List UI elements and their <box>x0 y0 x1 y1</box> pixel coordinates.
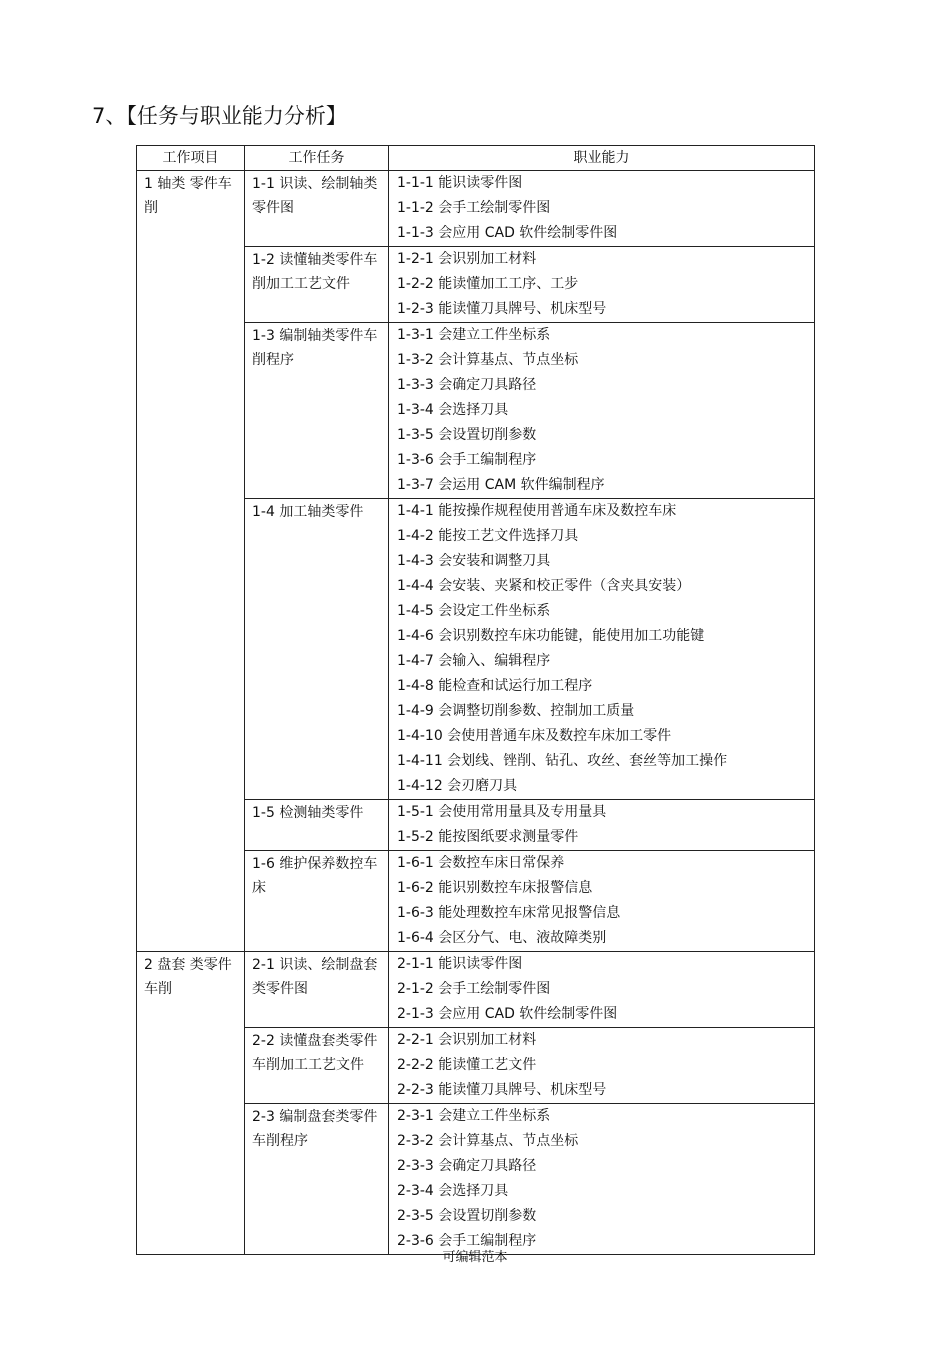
ability-item: 2-1-3 会应用 CAD 软件绘制零件图 <box>397 1006 618 1022</box>
work-task-cell <box>245 247 389 323</box>
table-row <box>137 952 815 1028</box>
table-row <box>137 171 815 247</box>
header-work-task: 工作任务 <box>245 146 389 171</box>
work-project-cell <box>137 952 245 1255</box>
ability-item: 2-3-1 会建立工件坐标系 <box>397 1108 551 1124</box>
ability-cell <box>389 499 815 800</box>
work-project-name: 1 轴类 零件车削 <box>144 176 232 216</box>
ability-item: 1-4-10 会使用普通车床及数控车床加工零件 <box>397 728 672 744</box>
work-task-cell <box>245 952 389 1028</box>
table-header-row <box>137 146 815 171</box>
ability-item: 1-3-4 会选择刀具 <box>397 402 509 418</box>
ability-list <box>389 323 814 498</box>
section-heading: 7、【任务与职业能力分析】 <box>92 104 347 128</box>
ability-item: 2-2-1 会识别加工材料 <box>397 1032 537 1048</box>
ability-item: 1-5-1 会使用常用量具及专用量具 <box>397 804 607 820</box>
ability-cell <box>389 323 815 499</box>
ability-list <box>389 247 814 322</box>
work-task-name: 1-1 识读、绘制轴类零件图 <box>252 176 378 216</box>
ability-item: 1-4-1 能按操作规程使用普通车床及数控车床 <box>397 503 677 519</box>
ability-item: 1-4-3 会安装和调整刀具 <box>397 553 551 569</box>
work-task-name: 1-3 编制轴类零件车削程序 <box>252 328 378 368</box>
ability-item: 1-4-2 能按工艺文件选择刀具 <box>397 528 579 544</box>
ability-item: 1-6-3 能处理数控车床常见报警信息 <box>397 905 621 921</box>
work-task-name: 1-6 维护保养数控车床 <box>252 856 378 896</box>
ability-item: 1-4-9 会调整切削参数、控制加工质量 <box>397 703 635 719</box>
work-task-cell <box>245 851 389 952</box>
work-task-name: 2-2 读懂盘套类零件车削加工工艺文件 <box>252 1033 378 1073</box>
ability-list <box>389 1028 814 1103</box>
ability-cell <box>389 851 815 952</box>
header-work-project: 工作项目 <box>137 146 245 171</box>
ability-item: 1-5-2 能按图纸要求测量零件 <box>397 829 579 845</box>
ability-item: 1-1-3 会应用 CAD 软件绘制零件图 <box>397 225 618 241</box>
ability-item: 1-3-1 会建立工件坐标系 <box>397 327 551 343</box>
work-task-cell <box>245 499 389 800</box>
ability-item: 1-4-11 会划线、锉削、钻孔、攻丝、套丝等加工操作 <box>397 753 728 769</box>
ability-item: 2-2-3 能读懂刀具牌号、机床型号 <box>397 1082 607 1098</box>
ability-item: 2-3-2 会计算基点、节点坐标 <box>397 1133 579 1149</box>
ability-item: 1-6-1 会数控车床日常保养 <box>397 855 565 871</box>
work-task-cell <box>245 323 389 499</box>
page-footer: 可编辑范本 <box>442 1250 508 1265</box>
ability-item: 1-3-7 会运用 CAM 软件编制程序 <box>397 477 605 493</box>
work-task-name: 1-2 读懂轴类零件车削加工工艺文件 <box>252 252 378 292</box>
ability-list <box>389 800 814 850</box>
work-task-cell <box>245 171 389 247</box>
ability-item: 1-3-6 会手工编制程序 <box>397 452 537 468</box>
ability-item: 2-3-5 会设置切削参数 <box>397 1208 537 1224</box>
ability-item: 1-3-2 会计算基点、节点坐标 <box>397 352 579 368</box>
ability-cell <box>389 247 815 323</box>
ability-item: 2-1-1 能识读零件图 <box>397 956 523 972</box>
ability-item: 1-6-2 能识别数控车床报警信息 <box>397 880 593 896</box>
ability-item: 1-6-4 会区分气、电、液故障类别 <box>397 930 607 946</box>
work-task-name: 2-3 编制盘套类零件车削程序 <box>252 1109 378 1149</box>
ability-item: 1-3-3 会确定刀具路径 <box>397 377 537 393</box>
ability-cell <box>389 1104 815 1255</box>
ability-item: 1-4-4 会安装、夹紧和校正零件（含夹具安装） <box>397 578 691 594</box>
work-task-name: 2-1 识读、绘制盘套类零件图 <box>252 957 378 997</box>
work-project-cell <box>137 171 245 952</box>
ability-list <box>389 499 814 799</box>
ability-item: 1-4-5 会设定工件坐标系 <box>397 603 551 619</box>
ability-item: 1-4-7 会输入、编辑程序 <box>397 653 551 669</box>
work-project-name: 2 盘套 类零件车削 <box>144 957 232 997</box>
task-ability-table <box>136 145 815 1255</box>
ability-item: 1-2-1 会识别加工材料 <box>397 251 537 267</box>
ability-cell <box>389 952 815 1028</box>
ability-list <box>389 952 814 1027</box>
ability-cell <box>389 800 815 851</box>
ability-item: 1-3-5 会设置切削参数 <box>397 427 537 443</box>
ability-item: 2-1-2 会手工绘制零件图 <box>397 981 551 997</box>
ability-item: 1-4-12 会刃磨刀具 <box>397 778 518 794</box>
ability-item: 1-1-1 能识读零件图 <box>397 175 523 191</box>
work-task-name: 1-4 加工轴类零件 <box>252 504 364 520</box>
ability-item: 1-2-3 能读懂刀具牌号、机床型号 <box>397 301 607 317</box>
ability-item: 1-4-6 会识别数控车床功能键，能使用加工功能键 <box>397 628 705 644</box>
work-task-cell <box>245 1028 389 1104</box>
ability-cell <box>389 171 815 247</box>
ability-item: 2-3-4 会选择刀具 <box>397 1183 509 1199</box>
work-task-cell <box>245 1104 389 1255</box>
ability-list <box>389 851 814 951</box>
ability-item: 1-4-8 能检查和试运行加工程序 <box>397 678 593 694</box>
ability-item: 1-1-2 会手工绘制零件图 <box>397 200 551 216</box>
ability-item: 1-2-2 能读懂加工工序、工步 <box>397 276 579 292</box>
ability-item: 2-3-6 会手工编制程序 <box>397 1233 537 1249</box>
ability-cell <box>389 1028 815 1104</box>
header-professional-ability: 职业能力 <box>389 146 815 171</box>
work-task-cell <box>245 800 389 851</box>
ability-list <box>389 1104 814 1254</box>
ability-item: 2-3-3 会确定刀具路径 <box>397 1158 537 1174</box>
ability-list <box>389 171 814 246</box>
work-task-name: 1-5 检测轴类零件 <box>252 805 364 821</box>
ability-item: 2-2-2 能读懂工艺文件 <box>397 1057 537 1073</box>
